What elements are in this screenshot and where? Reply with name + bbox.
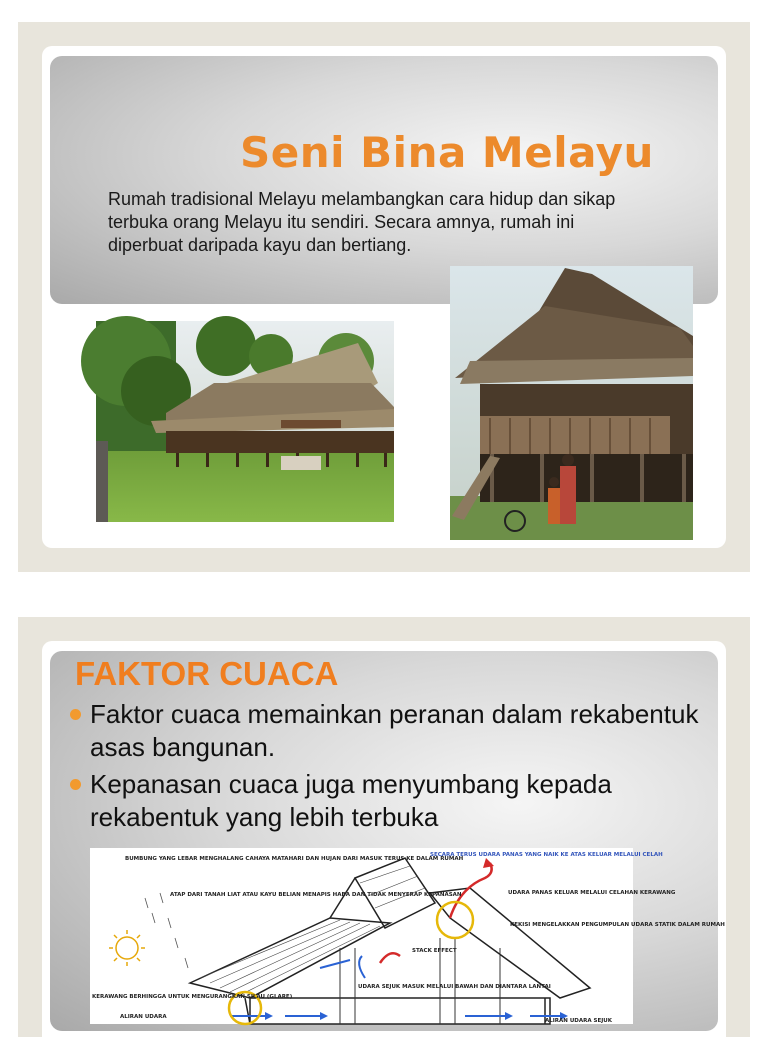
bullet-item <box>68 698 708 764</box>
annotation-cool-airflow: ALIRAN UDARA SEJUK <box>545 1018 613 1024</box>
annotation-lattice: KEKISI MENGELAKKAN PENGUMPULAN UDARA STATIK DALAM RUMAH <box>510 922 725 928</box>
bullet-text: Kepanasan cuaca juga menyumbang kepada rekabentuk yang lebih terbuka <box>90 769 612 832</box>
annotation-hot-air-rise: SECARA TERUS UDARA PANAS YANG NAIK KE ATAS KELUAR MELALUI CELAH <box>430 852 663 858</box>
bullet-text: Faktor cuaca memainkan peranan dalam rekabentuk asas bangunan. <box>90 699 699 762</box>
annotation-cool-air-floor: UDARA SEJUK MASUK MELALUI BAWAH DAN DIANTARA LANTAI <box>358 984 551 990</box>
annotation-stack-effect: STACK EFFECT <box>412 948 457 954</box>
bullet-dot-icon <box>70 779 81 790</box>
bullet-item <box>68 768 708 834</box>
slide-1-body-text: Rumah tradisional Melayu melambangkan cara hidup dan sikap terbuka orang Melayu itu sendiri. Secara amnya, rumah ini diperbuat daripada kayu dan bertiang. <box>108 189 616 255</box>
slide-2-bullet-list <box>68 698 708 838</box>
malay-house-photo-1 <box>96 321 394 522</box>
annotation-roof-tiles: ATAP DARI TANAH LIAT ATAU KAYU BELIAN MENAPIS HABA DAN TIDAK MENYERAP KEPANASAN <box>170 892 462 898</box>
annotation-roof-wide: BUMBUNG YANG LEBAR MENGHALANG CAHAYA MATAHARI DAN HUJAN DARI MASUK TERUS KE DALAM RUMAH <box>125 856 464 862</box>
slide-2-title: FAKTOR CUACA <box>75 655 339 692</box>
slide-1-title: Seni Bina Melayu <box>240 128 654 177</box>
malay-house-photo-2 <box>450 266 693 540</box>
bullet-dot-icon <box>70 709 81 720</box>
house-ventilation-diagram <box>90 848 725 1024</box>
annotation-airflow: ALIRAN UDARA <box>120 1014 167 1020</box>
annotation-hot-air-exit: UDARA PANAS KELUAR MELALUI CELAHAN KERAWANG <box>508 890 676 896</box>
annotation-glare: KERAWANG BERHINGGA UNTUK MENGURANGKAN SILAU (GLARE) <box>92 994 293 1000</box>
